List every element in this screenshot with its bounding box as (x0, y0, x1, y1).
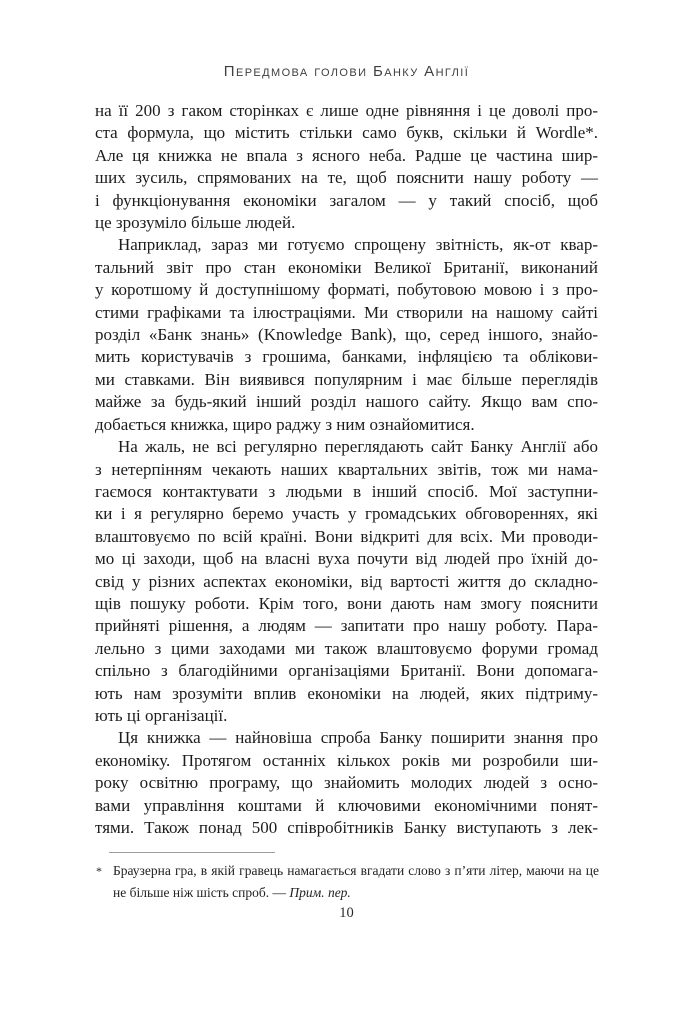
text-line: свід у різних аспектах економіки, від вартості життя до складно- (95, 571, 598, 591)
text-line: ють нам зрозуміти вплив економіки на людей, яких підтриму- (95, 683, 598, 703)
text-line: мить користувачів з грошима, банками, інфляцією та облікови- (95, 347, 598, 367)
text-line: гаємося контактувати з людьми в інший спосіб. Мої заступни- (95, 481, 598, 501)
text-line: тальний звіт про стан економіки Великої Британії, виконаний (95, 257, 598, 277)
footnote-text (95, 860, 599, 903)
text-line: добається книжка, щиро раджу з ним ознайомитися. (95, 414, 475, 434)
text-line: у коротшому й доступнішому форматі, побутовою мовою і з про- (95, 280, 598, 300)
text-line: ста формула, що містить стільки само букв, скільки й Wordle*. (95, 123, 598, 143)
text-line: і функціонування економіки загалом — у такий спосіб, щоб (95, 190, 598, 210)
text-line: Але ця книжка не впала з ясного неба. Радше це частина шир- (95, 145, 598, 165)
text-line: Наприклад, зараз ми готуємо спрощену звітність, як-от квар- (118, 235, 598, 255)
text-line: ки і я регулярно беремо участь у громадських обговореннях, які (95, 504, 598, 524)
text-line: вами управління коштами й ключовими економічними понят- (95, 795, 598, 815)
footnote-body: Браузерна гра, в якій гравець намагається вгадати слово з п’яти літер, маючи на це не більше ніж шість спроб. — (113, 863, 599, 900)
text-line: майже за будь-який інший розділ нашого сайту. Якщо вам спо- (95, 392, 598, 412)
text-line: це зрозуміло більше людей. (95, 213, 296, 233)
text-line: року освітню програму, що знайомить молодих людей з осно- (95, 773, 598, 793)
text-line: лельно з цими заходами ми також влаштовуємо форуми громад (95, 638, 598, 658)
text-line: економіку. Протягом останніх кількох років ми розробили ши- (95, 750, 598, 770)
footnote-marker: * (96, 864, 102, 878)
body-text (95, 100, 598, 839)
footnote-source: Прим. пер. (289, 884, 351, 900)
text-line: з нетерпінням чекають наших квартальних звітів, тож ми нама- (95, 459, 598, 479)
text-line: тями. Також понад 500 співробітників Банку виступають з лек- (95, 818, 598, 837)
text-line: розділ «Банк знань» (Knowledge Bank), що, серед іншого, знайо- (95, 325, 598, 345)
text-line: ших зусиль, спрямованих на те, щоб пояснити нашу роботу — (95, 168, 598, 188)
text-line: ми ставками. Він виявився популярним і має більше переглядів (95, 369, 598, 389)
footnote (95, 860, 599, 903)
text-line: Ця книжка — найновіша спроба Банку поширити знання про (118, 728, 598, 748)
text-line: прийняті рішення, а людям — запитати про нашу роботу. Пара- (95, 616, 598, 636)
text-line: На жаль, не всі регулярно переглядають сайт Банку Англії або (118, 437, 598, 457)
text-line: на її 200 з гаком сторінках є лише одне рівняння і це доволі про- (95, 101, 598, 120)
text-line: влаштовуємо по всій країні. Вони відкриті для всіх. Ми проводи- (95, 526, 598, 546)
text-line: ють ці організації. (95, 705, 228, 725)
text-line: спільно з благодійними організаціями Британії. Вони допомага- (95, 661, 598, 681)
footnote-separator (109, 852, 275, 853)
text-line: мо ці заходи, щоб на власні вуха почути від людей про їхній до- (95, 549, 598, 569)
text-line: щів пошуку роботи. Крім того, вони дають нам змогу пояснити (95, 593, 598, 613)
page-number: 10 (339, 905, 354, 921)
running-header: Передмова голови Банку Англії (223, 63, 470, 80)
text-line: стими графіками та ілюстраціями. Ми створили на нашому сайті (95, 302, 598, 322)
